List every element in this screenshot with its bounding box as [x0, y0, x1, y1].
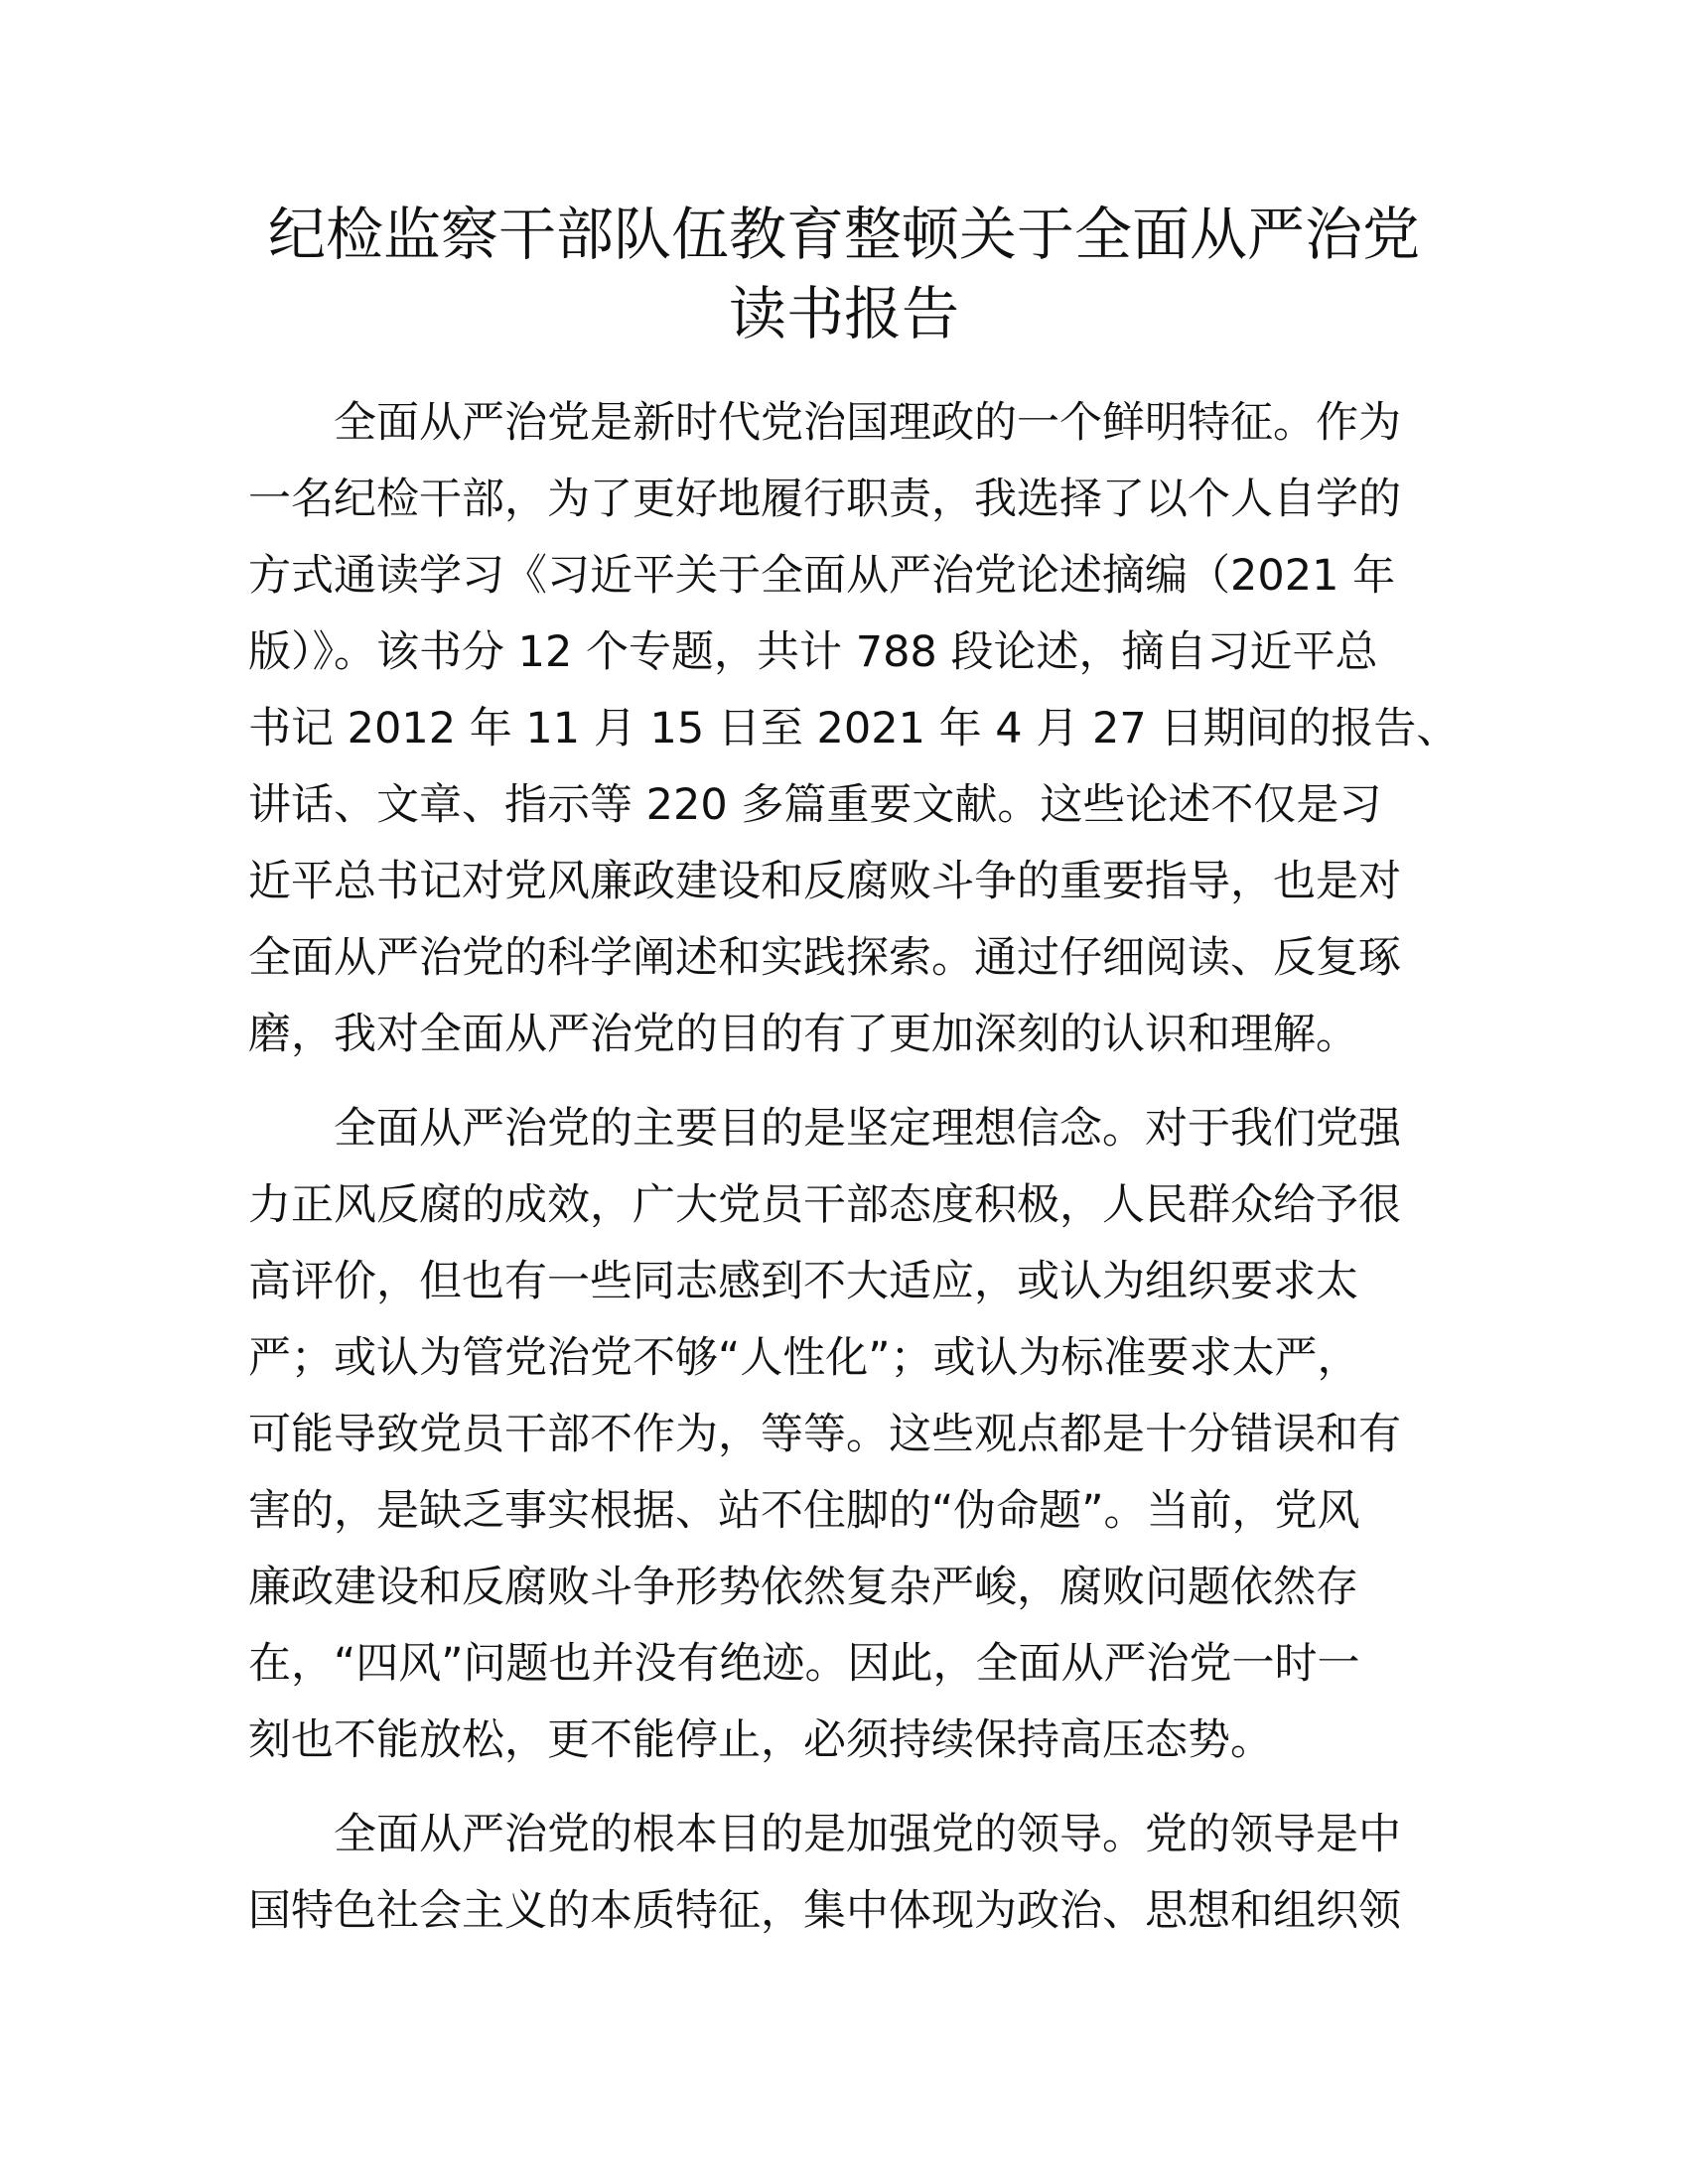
text-line: 全面从严治党是新时代党治国理政的一个鲜明特征。作为: [334, 398, 1401, 448]
text-line: 近平总书记对党风廉政建设和反腐败斗争的重要指导，也是对: [248, 857, 1401, 906]
text-line: 全面从严治党的主要目的是坚定理想信念。对于我们党强: [334, 1104, 1401, 1154]
text-line: 刻也不能放松，更不能停止，必须持续保持高压态势。: [248, 1715, 1273, 1765]
paragraph: [248, 1797, 1440, 1950]
text-line: 害的，是缺乏事实根据、站不住脚的“伪命题”。当前，党风: [248, 1486, 1360, 1536]
text-line: 严；或认为管党治党不够“人性化”；或认为标准要求太严，: [248, 1333, 1360, 1383]
text-line: 国特色社会主义的本质特征，集中体现为政治、思想和组织领: [248, 1886, 1401, 1936]
text-line: 讲话、文章、指示等 220 多篇重要文献。这些论述不仅是习: [248, 780, 1382, 830]
text-line: 磨，我对全面从严治党的目的有了更加深刻的认识和理解。: [248, 1010, 1358, 1059]
text-line: 全面从严治党的科学阐述和实践探索。通过仔细阅读、反复琢: [248, 933, 1401, 983]
text-line: 廉政建设和反腐败斗争形势依然复杂严峻，腐败问题依然存: [248, 1563, 1358, 1612]
text-line: 可能导致党员干部不作为，等等。这些观点都是十分错误和有: [248, 1410, 1401, 1459]
document-title: [248, 195, 1440, 353]
document-body: [248, 385, 1460, 1968]
paragraph: [248, 385, 1460, 1073]
text-line: 力正风反腐的成效，广大党员干部态度积极，人民群众给予很: [248, 1180, 1401, 1230]
title-line: 纪检监察干部队伍教育整顿关于全面从严治党: [267, 201, 1420, 268]
text-line: 全面从严治党的根本目的是加强党的领导。党的领导是中: [334, 1810, 1401, 1859]
text-line: 在，“四风”问题也并没有绝迹。因此，全面从严治党一时一: [248, 1639, 1360, 1689]
title-line: 读书报告: [728, 280, 959, 347]
text-line: 书记 2012 年 11 月 15 日至 2021 年 4 月 27 日期间的报告、: [248, 704, 1460, 753]
text-line: 版）》。该书分 12 个专题，共计 788 段论述，摘自习近平总: [248, 627, 1378, 677]
text-line: 方式通读学习《习近平关于全面从严治党论述摘编（2021 年: [248, 551, 1396, 601]
paragraph: [248, 1091, 1440, 1779]
text-line: 高评价，但也有一些同志感到不大适应，或认为组织要求太: [248, 1257, 1358, 1306]
text-line: 一名纪检干部，为了更好地履行职责，我选择了以个人自学的: [248, 475, 1401, 524]
